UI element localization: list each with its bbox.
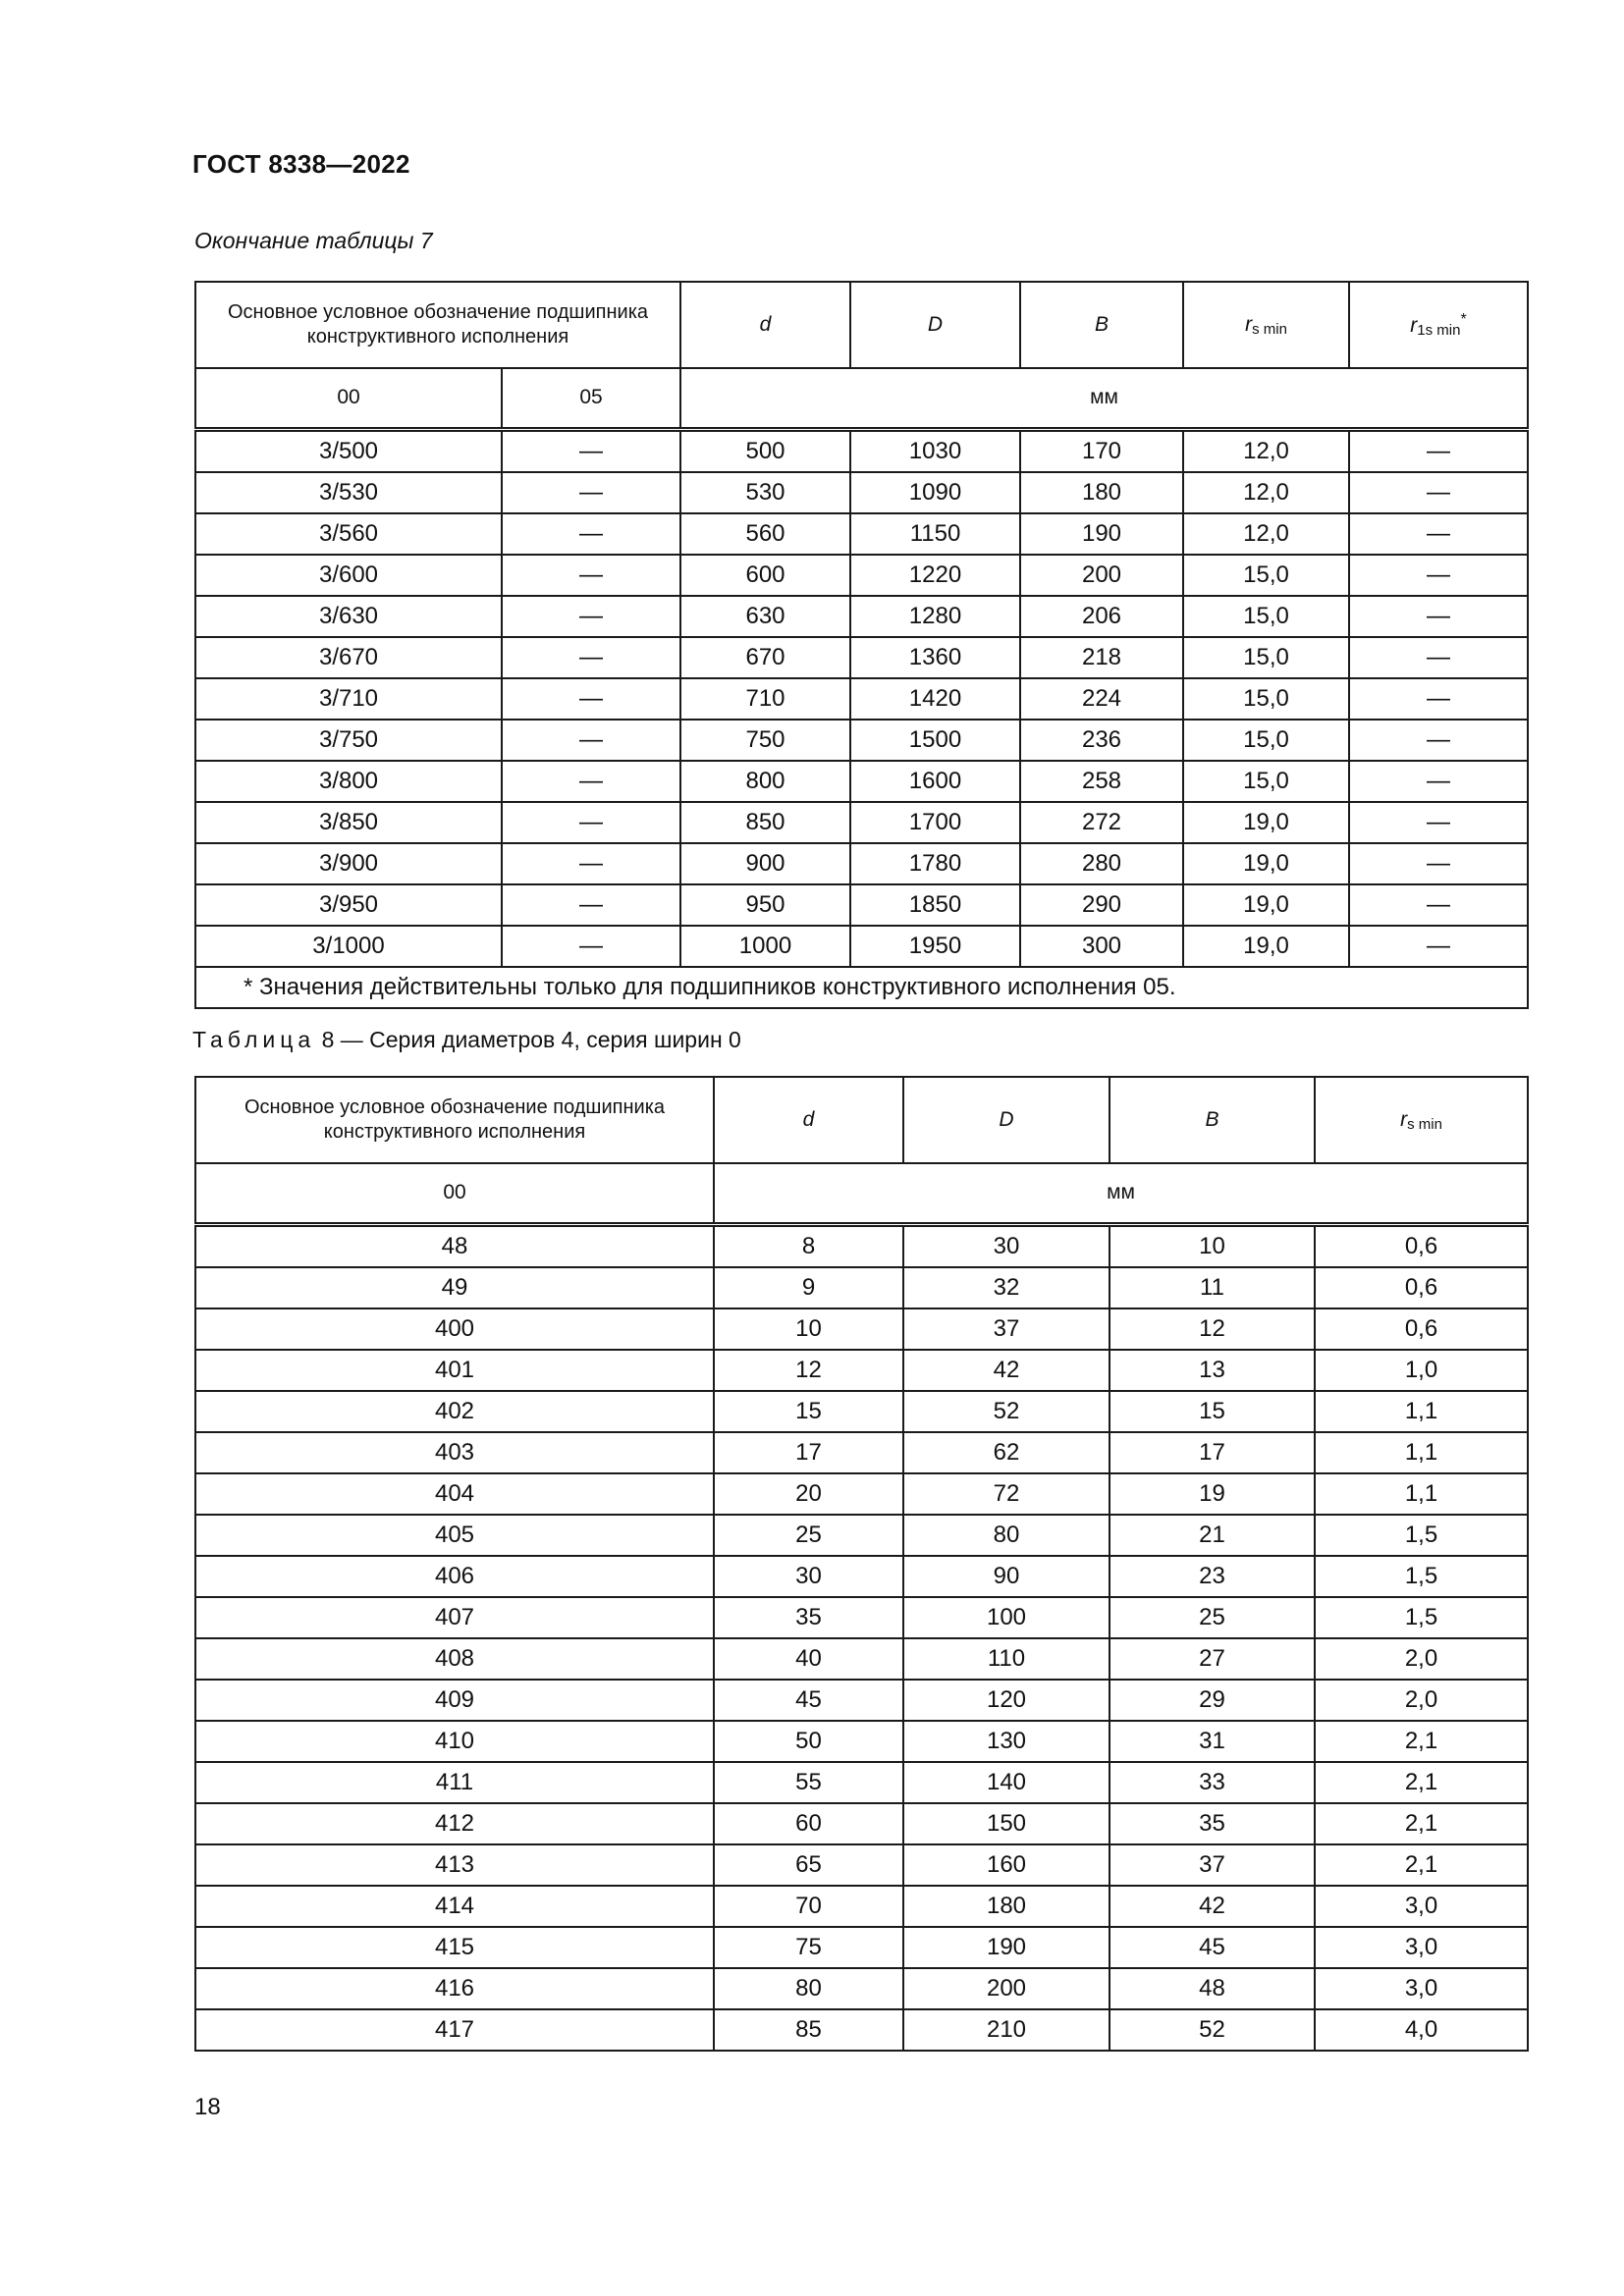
table8-cell: 110: [903, 1638, 1110, 1680]
table7-cell: 15,0: [1183, 555, 1349, 596]
table7-cell: 1780: [850, 843, 1020, 884]
table8-row: [195, 1886, 1528, 1927]
table8-cell: 403: [195, 1432, 714, 1473]
table8-cell: 2,1: [1315, 1803, 1528, 1844]
table7-cell: 290: [1020, 884, 1183, 926]
table8-row: [195, 1968, 1528, 2009]
table8-cell: 416: [195, 1968, 714, 2009]
table7-cell: 258: [1020, 761, 1183, 802]
table8-unit: мм: [714, 1163, 1528, 1224]
table7-cell: —: [502, 596, 680, 637]
table8-cell: 414: [195, 1886, 714, 1927]
table7-cell: 530: [680, 472, 850, 513]
table7-cell: —: [1349, 555, 1528, 596]
table7-row: [195, 802, 1528, 843]
table7-cell: 3/530: [195, 472, 502, 513]
table8-cell: 1,5: [1315, 1515, 1528, 1556]
table8-cell: 412: [195, 1803, 714, 1844]
table8-cell: 405: [195, 1515, 714, 1556]
table8-cell: 52: [1110, 2009, 1315, 2051]
table7-cell: 180: [1020, 472, 1183, 513]
table8-cell: 400: [195, 1308, 714, 1350]
table8-cell: 0,6: [1315, 1267, 1528, 1308]
table8-cell: 29: [1110, 1680, 1315, 1721]
table7-cell: 12,0: [1183, 513, 1349, 555]
table7-cell: 1360: [850, 637, 1020, 678]
table8-cell: 15: [714, 1391, 903, 1432]
table8-row: [195, 1308, 1528, 1350]
table7-cell: —: [1349, 761, 1528, 802]
table8-cell: 33: [1110, 1762, 1315, 1803]
table7-cell: —: [502, 926, 680, 967]
table8-row: [195, 1638, 1528, 1680]
table8-row: [195, 1680, 1528, 1721]
table8-col-rs-min: $r_{s min}$: [1315, 1077, 1528, 1163]
table8-cell: 200: [903, 1968, 1110, 2009]
table8-cell: 30: [714, 1556, 903, 1597]
table7-cell: 3/500: [195, 429, 502, 472]
table7-cell: 19,0: [1183, 802, 1349, 843]
table7-cell: —: [1349, 678, 1528, 720]
table8-cell: 35: [1110, 1803, 1315, 1844]
table7-cell: —: [1349, 884, 1528, 926]
table8-cell: 1,1: [1315, 1473, 1528, 1515]
table7-cell: 1600: [850, 761, 1020, 802]
table7-cell: 1850: [850, 884, 1020, 926]
table7-cell: 12,0: [1183, 429, 1349, 472]
table8-cell: 404: [195, 1473, 714, 1515]
table8-cell: 1,1: [1315, 1432, 1528, 1473]
table8-cell: 25: [1110, 1597, 1315, 1638]
table8-cell: 1,1: [1315, 1391, 1528, 1432]
table7-cell: 15,0: [1183, 720, 1349, 761]
table8-cell: 70: [714, 1886, 903, 1927]
table8-cell: 90: [903, 1556, 1110, 1597]
table7-cell: 3/600: [195, 555, 502, 596]
table7-cell: 15,0: [1183, 637, 1349, 678]
table8-row: [195, 1350, 1528, 1391]
table8-cell: 9: [714, 1267, 903, 1308]
table8-col-d: d: [714, 1077, 903, 1163]
table8-cell: 210: [903, 2009, 1110, 2051]
table7-row: [195, 429, 1528, 472]
table8-cell: 40: [714, 1638, 903, 1680]
table7-col-B: B: [1020, 282, 1183, 368]
table7-col-r1s-min: $r_{1s min}^*$: [1349, 282, 1528, 368]
table8-cell: 0,6: [1315, 1224, 1528, 1267]
table7-col-d: d: [680, 282, 850, 368]
table7-cell: 190: [1020, 513, 1183, 555]
table8-cell: 19: [1110, 1473, 1315, 1515]
table8-cell: 8: [714, 1224, 903, 1267]
table7-cell: —: [1349, 513, 1528, 555]
table8-cell: 13: [1110, 1350, 1315, 1391]
table8-col-D: D: [903, 1077, 1110, 1163]
table7-cell: 1280: [850, 596, 1020, 637]
table7-cell: 1950: [850, 926, 1020, 967]
table8-cell: 80: [903, 1515, 1110, 1556]
table7-cell: 3/950: [195, 884, 502, 926]
table7-cell: —: [502, 637, 680, 678]
table7-cell: 19,0: [1183, 884, 1349, 926]
table7-row: [195, 555, 1528, 596]
table8-row: [195, 1432, 1528, 1473]
table8-cell: 31: [1110, 1721, 1315, 1762]
table8-cell: 11: [1110, 1267, 1315, 1308]
table7-cell: 950: [680, 884, 850, 926]
table7-row: [195, 926, 1528, 967]
table8-cell: 62: [903, 1432, 1110, 1473]
table8-row: [195, 1224, 1528, 1267]
table7-cell: 3/900: [195, 843, 502, 884]
table7-cell: 280: [1020, 843, 1183, 884]
table8-cell: 407: [195, 1597, 714, 1638]
table8-cell: 1,5: [1315, 1597, 1528, 1638]
table7-cell: 1000: [680, 926, 850, 967]
table7-row: [195, 678, 1528, 720]
table8-cell: 37: [1110, 1844, 1315, 1886]
table8-cell: 410: [195, 1721, 714, 1762]
table7-row: [195, 884, 1528, 926]
table7-cell: 1030: [850, 429, 1020, 472]
table7-row: [195, 720, 1528, 761]
table7-cell: —: [502, 678, 680, 720]
table8-cell: 15: [1110, 1391, 1315, 1432]
table7-cell: 3/630: [195, 596, 502, 637]
table7-cell: 1090: [850, 472, 1020, 513]
table8-cell: 17: [1110, 1432, 1315, 1473]
table8-cell: 1,0: [1315, 1350, 1528, 1391]
table8-cell: 65: [714, 1844, 903, 1886]
table8-cell: 413: [195, 1844, 714, 1886]
table8-cell: 409: [195, 1680, 714, 1721]
table7-cell: 300: [1020, 926, 1183, 967]
table7-cell: 3/850: [195, 802, 502, 843]
table7-cell: 670: [680, 637, 850, 678]
table7-cell: 560: [680, 513, 850, 555]
table7-cell: 3/1000: [195, 926, 502, 967]
table8-cell: 100: [903, 1597, 1110, 1638]
page-number: 18: [194, 2094, 221, 2120]
table8-row: [195, 1267, 1528, 1308]
table7-cell: 3/670: [195, 637, 502, 678]
table7-cell: 15,0: [1183, 761, 1349, 802]
table8-cell: 190: [903, 1927, 1110, 1968]
table7-cell: 1700: [850, 802, 1020, 843]
table8-row: [195, 2009, 1528, 2051]
table7-cell: 630: [680, 596, 850, 637]
table8-row: [195, 1391, 1528, 1432]
table8-cell: 2,1: [1315, 1762, 1528, 1803]
table7-row: [195, 596, 1528, 637]
table7-designation-header: Основное условное обозначение подшипника конструктивного исполнения: [195, 282, 680, 368]
table7-cell: 710: [680, 678, 850, 720]
table7-cell: 1220: [850, 555, 1020, 596]
table7-cell: 236: [1020, 720, 1183, 761]
table8-row: [195, 1515, 1528, 1556]
table7-cell: —: [502, 884, 680, 926]
table8-cell: 12: [714, 1350, 903, 1391]
table8-cell: 180: [903, 1886, 1110, 1927]
table7-row: [195, 637, 1528, 678]
table7-subheader-05: 05: [502, 368, 680, 429]
table8-cell: 50: [714, 1721, 903, 1762]
table7-cell: 1420: [850, 678, 1020, 720]
table7-cell: 224: [1020, 678, 1183, 720]
table8-cell: 150: [903, 1803, 1110, 1844]
table-7: [194, 281, 1529, 1009]
table7-cell: 1150: [850, 513, 1020, 555]
document-header: ГОСТ 8338—2022: [192, 149, 410, 179]
table7-cell: 800: [680, 761, 850, 802]
table7-cell: —: [1349, 802, 1528, 843]
table8-cell: 401: [195, 1350, 714, 1391]
table8-cell: 20: [714, 1473, 903, 1515]
table8-cell: 3,0: [1315, 1968, 1528, 2009]
table7-cell: 750: [680, 720, 850, 761]
table8-row: [195, 1803, 1528, 1844]
table7-col-D: D: [850, 282, 1020, 368]
table8-cell: 85: [714, 2009, 903, 2051]
table8-cell: 17: [714, 1432, 903, 1473]
table8-cell: 140: [903, 1762, 1110, 1803]
table7-cell: —: [502, 555, 680, 596]
table8-cell: 0,6: [1315, 1308, 1528, 1350]
table8-cell: 37: [903, 1308, 1110, 1350]
table7-cell: —: [1349, 472, 1528, 513]
table8-cell: 21: [1110, 1515, 1315, 1556]
table8-caption: Таблица 8 — Серия диаметров 4, серия ширин 0: [192, 1027, 741, 1052]
table7-cell: 200: [1020, 555, 1183, 596]
table7-cell: 3/560: [195, 513, 502, 555]
table8-cell: 4,0: [1315, 2009, 1528, 2051]
table7-cell: 500: [680, 429, 850, 472]
table8-cell: 417: [195, 2009, 714, 2051]
table8-cell: 55: [714, 1762, 903, 1803]
table7-cell: 218: [1020, 637, 1183, 678]
table8-cell: 402: [195, 1391, 714, 1432]
table7-cell: 1500: [850, 720, 1020, 761]
table7-cell: 15,0: [1183, 596, 1349, 637]
table7-cell: —: [1349, 843, 1528, 884]
table7-cell: —: [502, 429, 680, 472]
table8-cell: 1,5: [1315, 1556, 1528, 1597]
table8-cell: 45: [1110, 1927, 1315, 1968]
table7-cell: 19,0: [1183, 843, 1349, 884]
table8-cell: 23: [1110, 1556, 1315, 1597]
table8-cell: 120: [903, 1680, 1110, 1721]
table7-cell: —: [502, 720, 680, 761]
table8-cell: 60: [714, 1803, 903, 1844]
table8-cell: 49: [195, 1267, 714, 1308]
table8-cell: 2,0: [1315, 1638, 1528, 1680]
table8-cell: 406: [195, 1556, 714, 1597]
table7-footnote: * Значения действительны только для подшипников конструктивного исполнения 05.: [195, 967, 1528, 1008]
table7-cell: 170: [1020, 429, 1183, 472]
table8-row: [195, 1927, 1528, 1968]
table8-cell: 130: [903, 1721, 1110, 1762]
table8-row: [195, 1721, 1528, 1762]
table7-cell: 19,0: [1183, 926, 1349, 967]
table7-cell: 12,0: [1183, 472, 1349, 513]
table7-cell: —: [502, 802, 680, 843]
table7-cell: —: [1349, 429, 1528, 472]
table8-cell: 3,0: [1315, 1927, 1528, 1968]
table8-cell: 160: [903, 1844, 1110, 1886]
table7-col-rs-min: $r_{s min}$: [1183, 282, 1349, 368]
table8-designation-header: Основное условное обозначение подшипника конструктивного исполнения: [195, 1077, 714, 1163]
table8-cell: 27: [1110, 1638, 1315, 1680]
table8-row: [195, 1844, 1528, 1886]
table8-cell: 10: [1110, 1224, 1315, 1267]
table8-cell: 75: [714, 1927, 903, 1968]
table8-row: [195, 1473, 1528, 1515]
table8-cell: 48: [195, 1224, 714, 1267]
table8-cell: 32: [903, 1267, 1110, 1308]
table7-cell: —: [502, 761, 680, 802]
table7-unit: мм: [680, 368, 1528, 429]
table8-cell: 408: [195, 1638, 714, 1680]
table8-cell: 12: [1110, 1308, 1315, 1350]
table8-subheader-00: 00: [195, 1163, 714, 1224]
table7-cell: —: [1349, 637, 1528, 678]
table8-cell: 415: [195, 1927, 714, 1968]
table7-row: [195, 472, 1528, 513]
table8-cell: 52: [903, 1391, 1110, 1432]
table8-cell: 411: [195, 1762, 714, 1803]
table7-cell: —: [502, 843, 680, 884]
table7-cell: 600: [680, 555, 850, 596]
table8-cell: 48: [1110, 1968, 1315, 2009]
table8-row: [195, 1762, 1528, 1803]
table7-cell: —: [1349, 926, 1528, 967]
table8-row: [195, 1597, 1528, 1638]
table7-cell: —: [502, 513, 680, 555]
table7-cell: 272: [1020, 802, 1183, 843]
table7-cell: 3/750: [195, 720, 502, 761]
table8-row: [195, 1556, 1528, 1597]
table8-cell: 35: [714, 1597, 903, 1638]
table8-cell: 10: [714, 1308, 903, 1350]
table7-cell: 900: [680, 843, 850, 884]
table8-cell: 2,0: [1315, 1680, 1528, 1721]
table7-caption: Окончание таблицы 7: [194, 228, 433, 253]
table7-cell: 850: [680, 802, 850, 843]
table7-row: [195, 513, 1528, 555]
table7-cell: —: [1349, 720, 1528, 761]
table7-row: [195, 843, 1528, 884]
table-8: [194, 1076, 1529, 2052]
table8-cell: 45: [714, 1680, 903, 1721]
table8-cell: 80: [714, 1968, 903, 2009]
table8-cell: 30: [903, 1224, 1110, 1267]
table8-cell: 42: [1110, 1886, 1315, 1927]
table7-cell: 206: [1020, 596, 1183, 637]
table7-cell: —: [1349, 596, 1528, 637]
table8-cell: 42: [903, 1350, 1110, 1391]
table8-cell: 72: [903, 1473, 1110, 1515]
table7-row: [195, 761, 1528, 802]
table8-cell: 2,1: [1315, 1844, 1528, 1886]
table8-col-B: B: [1110, 1077, 1315, 1163]
table8-cell: 25: [714, 1515, 903, 1556]
table7-cell: 3/710: [195, 678, 502, 720]
table8-cell: 2,1: [1315, 1721, 1528, 1762]
table7-cell: 15,0: [1183, 678, 1349, 720]
table7-cell: 3/800: [195, 761, 502, 802]
table8-cell: 3,0: [1315, 1886, 1528, 1927]
table7-subheader-00: 00: [195, 368, 502, 429]
table7-cell: —: [502, 472, 680, 513]
